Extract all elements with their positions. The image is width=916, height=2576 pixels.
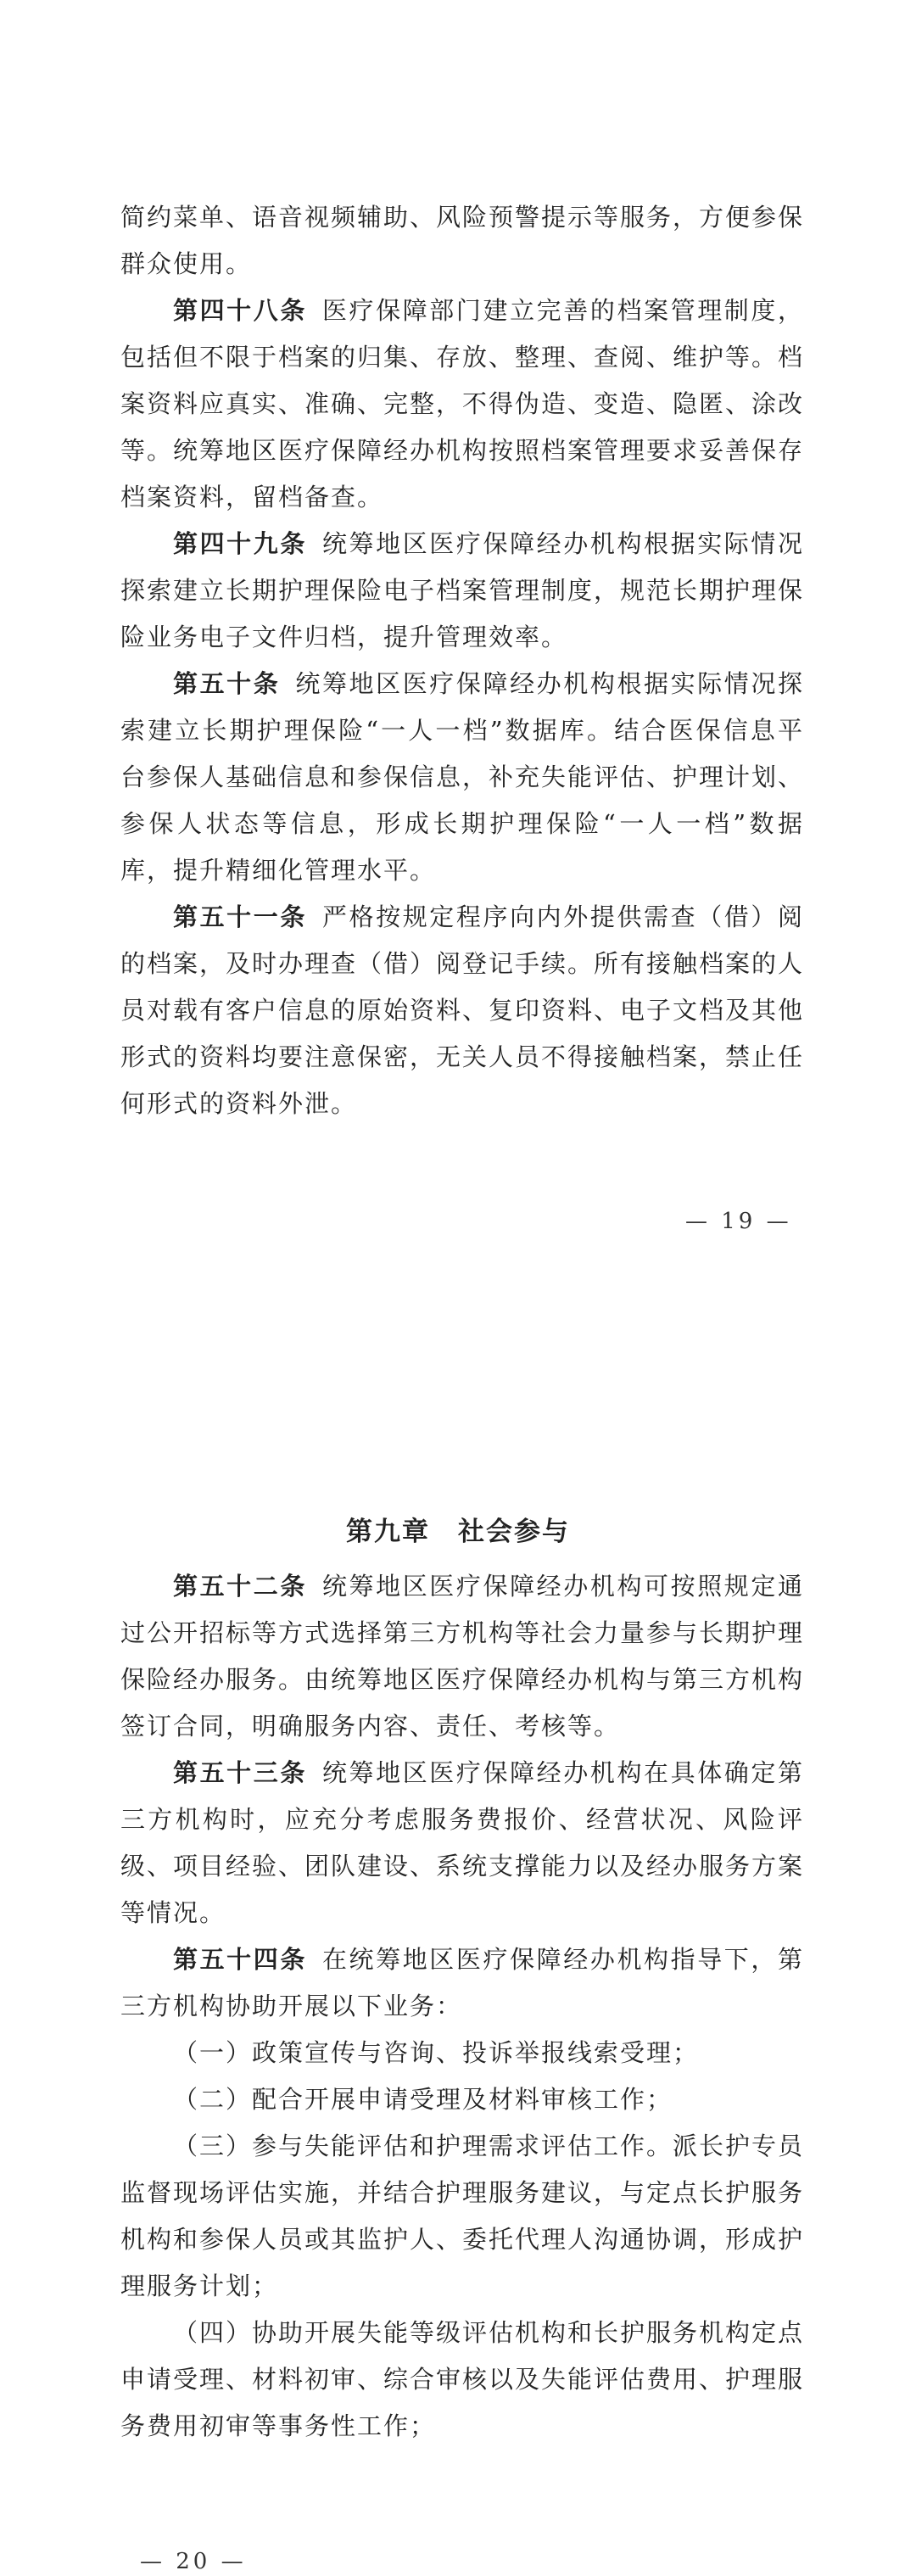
article-48 <box>120 288 804 521</box>
chapter-title: 第九章 社会参与 <box>346 1517 570 1547</box>
article-text: 严格按规定程序向内外提供需查（借）阅的档案，及时办理查（借）阅登记手续。所有接触档案的人员对载有客户信息的原始资料、复印资料、电子文档及其他形式的资料均要注意保密，无关人员不得接触档案，禁止任何形式的资料外泄。 <box>120 902 805 1118</box>
page-number: — 20 — <box>140 2549 247 2574</box>
article-label: 第五十三条 <box>173 1758 307 1787</box>
page-number: — 19 — <box>685 1209 792 1234</box>
list-item: （二）配合开展申请受理及材料审核工作； <box>173 2085 673 2114</box>
article-label: 第五十二条 <box>173 1572 307 1601</box>
article-54 <box>120 1936 804 2030</box>
article-text: 医疗保障部门建立完善的档案管理制度，包括但不限于档案的归集、存放、整理、查阅、维护等。档案资料应真实、准确、完整，不得伪造、变造、隐匿、涂改等。统筹地区医疗保障经办机构按照档案管理要求妥善保存档案资料，留档备查。 <box>120 296 805 511</box>
article-text: 在统筹地区医疗保障经办机构指导下，第三方机构协助开展以下业务： <box>120 1945 804 2020</box>
article-label: 第五十条 <box>173 669 281 698</box>
page-20-body <box>120 1563 804 2450</box>
article-text: 统筹地区医疗保障经办机构根据实际情况探索建立长期护理保险电子档案管理制度，规范长期护理保险业务电子文件归档，提升管理效率。 <box>120 529 805 651</box>
article-label: 第五十四条 <box>173 1945 307 1974</box>
article-label: 第五十一条 <box>173 902 307 931</box>
article-49 <box>120 521 804 661</box>
list-item: （三）参与失能评估和护理需求评估工作。派长护专员监督现场评估实施，并结合护理服务建议，与定点长护服务机构和参保人员或其监护人、委托代理人沟通协调，形成护理服务计划； <box>120 2132 805 2300</box>
article-label: 第四十八条 <box>173 296 307 325</box>
article-label: 第四十九条 <box>173 529 307 558</box>
paragraph-continuation: 简约菜单、语音视频辅助、风险预警提示等服务，方便参保群众使用。 <box>120 203 805 278</box>
article-53 <box>120 1750 804 1936</box>
article-text: 统筹地区医疗保障经办机构根据实际情况探索建立长期护理保险“一人一档”数据库。结合医保信息平台参保人基础信息和参保信息，补充失能评估、护理计划、参保人状态等信息，形成长期护理保险“一人一档”数据库，提升精细化管理水平。 <box>120 669 805 885</box>
article-52 <box>120 1563 804 1750</box>
article-text: 统筹地区医疗保障经办机构可按照规定通过公开招标等方式选择第三方机构等社会力量参与长期护理保险经办服务。由统筹地区医疗保障经办机构与第三方机构签订合同，明确服务内容、责任、考核等。 <box>120 1572 805 1741</box>
article-51 <box>120 894 804 1127</box>
article-text: 统筹地区医疗保障经办机构在具体确定第三方机构时，应充分考虑服务费报价、经营状况、风险评级、项目经验、团队建设、系统支撑能力以及经办服务方案等情况。 <box>120 1758 805 1927</box>
article-50 <box>120 661 804 894</box>
document-page-20 <box>0 1288 916 2576</box>
list-item: （一）政策宣传与咨询、投诉举报线索受理； <box>173 2038 700 2067</box>
page-19-body <box>120 194 804 1127</box>
list-item: （四）协助开展失能等级评估机构和长护服务机构定点申请受理、材料初审、综合审核以及失能评估费用、护理服务费用初审等事务性工作； <box>120 2318 805 2440</box>
